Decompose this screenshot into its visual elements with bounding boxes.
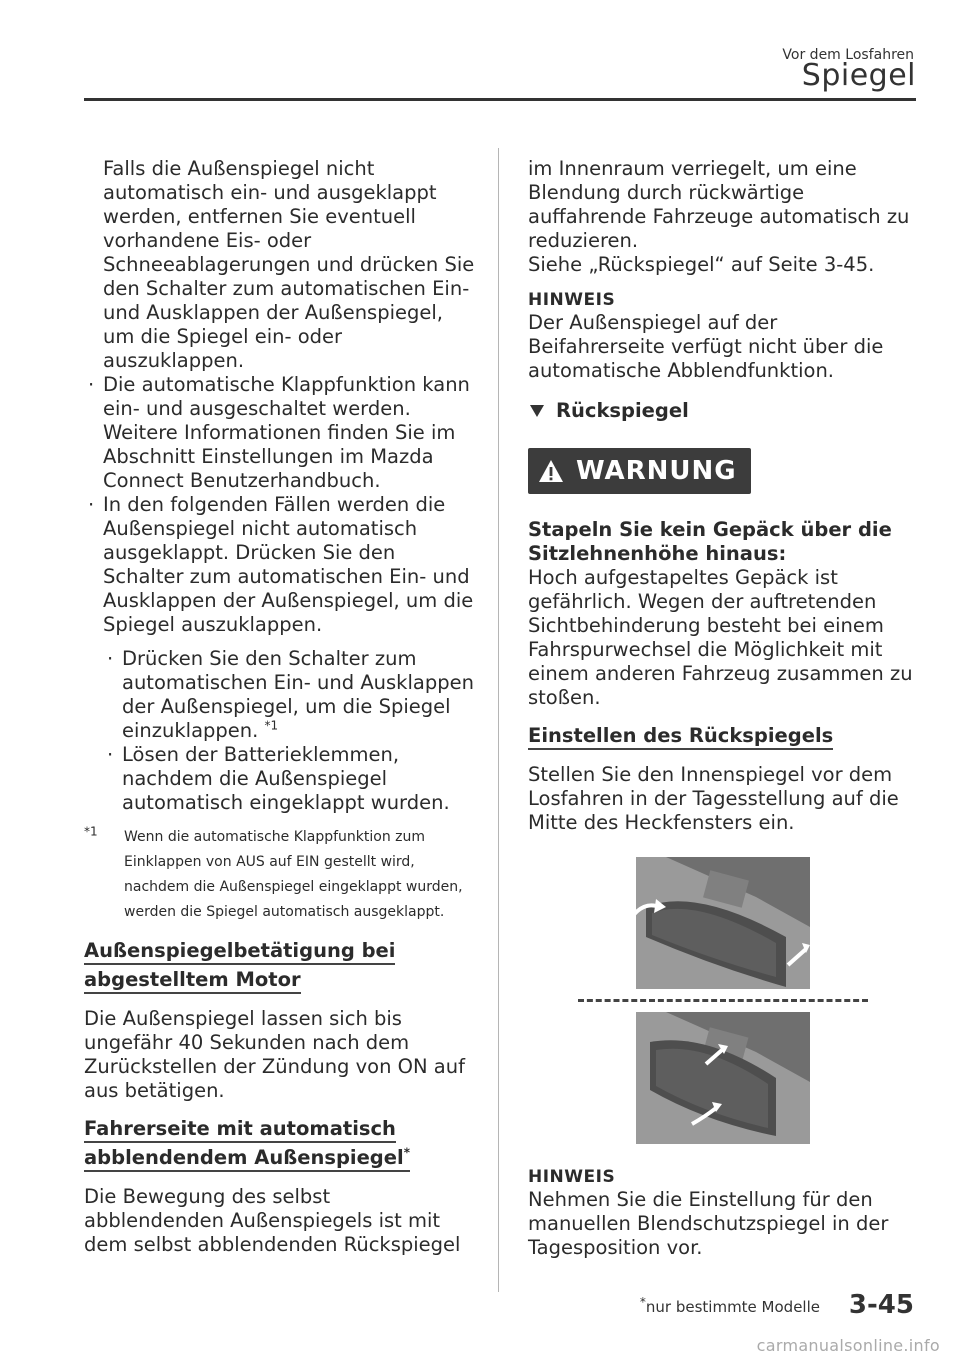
heading-line: Einstellen des Rückspiegels [528,724,833,750]
bullet-dot: · [88,373,95,396]
heading-line: abblendendem Außenspiegel* [84,1146,410,1172]
column-divider [498,148,499,1292]
bullet-item [84,493,476,637]
sub-bullet-text: Lösen der Batterieklemmen, nachdem die Außenspiegel automatisch eingeklappt wurden. [122,743,450,814]
sub-bullet-item [103,743,476,815]
header-rule [84,98,916,101]
note-title: HINWEIS [528,1167,616,1187]
warning-triangle-icon [538,459,564,483]
footnote [84,825,476,925]
sub-bullet-text: Drücken Sie den Schalter zum automatischen Ein- und Ausklappen der Außenspiegel, um die Spiegel einzuklappen. [122,647,474,742]
footnote-reference: *1 [264,718,279,733]
page-number: 3-45 [848,1290,914,1320]
warning-badge [528,448,751,494]
page-title: Spiegel [801,58,916,93]
model-mark: * [639,1295,646,1309]
mirror-illustration [636,857,810,1144]
right-column [528,157,916,1272]
mirror-top-drawing [636,857,810,989]
footnote-mark: *1 [84,824,98,839]
bullet-item [84,373,476,493]
note-text: Nehmen Sie die Einstellung für den manuellen Blendschutzspiegel in der Tagesposition vor. [528,1188,889,1259]
note-text: Der Außenspiegel auf der Beifahrerseite verfügt nicht über die automatische Abblendfunktion. [528,311,884,382]
left-paragraph-1: Falls die Außenspiegel nicht automatisch ein- und ausgeklappt werden, entfernen Sie eventuell vorhandene Eis- oder Schneeablagerungen und drücken Sie den Schalter zum automatischen Ein- und Ausklappen der Außenspiegel, um die Spiegel ein- oder auszuklappen. [103,157,475,372]
model-footnote: *nur bestimmte Modelle [639,1295,820,1316]
bullet-dot: · [88,493,95,516]
figure-divider [578,999,868,1002]
subsection-title: Rückspiegel [556,399,689,422]
right-paragraph-2: Stellen Sie den Innenspiegel vor dem Losfahren in der Tagesstellung auf die Mitte des Heckfensters ein. [528,763,899,834]
right-paragraph-1: im Innenraum verriegelt, um eine Blendung durch rückwärtige auffahrende Fahrzeuge automatisch zu reduzieren. [528,157,910,252]
footnote-text: Wenn die automatische Klappfunktion zum Einklappen von AUS auf EIN gestellt wird, nachdem die Außenspiegel eingeklappt wurden, werden die Spiegel automatisch ausgeklappt. [124,829,463,920]
heading-line: Fahrerseite mit automatisch [84,1117,396,1143]
warning-headline: Stapeln Sie kein Gepäck über die Sitzlehnenhöhe hinaus: [528,518,892,565]
mirror-figure-bottom [636,1012,810,1144]
model-mark: * [403,1145,410,1160]
watermark: carmanualsonline.info [756,1336,940,1355]
bullet-dot: · [107,743,114,766]
warning-text: Hoch aufgestapeltes Gepäck ist gefährlich. Wegen der auftretenden Sichtbehinderung besteht bei einem Fahrspurwechsel die Möglichkeit mit einem anderen Fahrzeug zusammen zu stoßen. [528,566,913,709]
warning-label: WARNUNG [576,456,737,486]
mirror-figure-top [636,857,810,989]
left-paragraph-2: Die Außenspiegel lassen sich bis ungefähr 40 Sekunden nach dem Zurückstellen der Zündung von ON auf aus betätigen. [84,1007,465,1102]
note-title: HINWEIS [528,290,616,310]
sub-bullet-list [84,647,476,815]
subsection-heading [528,399,916,422]
header-section: Vor dem Losfahren [782,47,914,63]
heading-line: abgestelltem Motor [84,968,301,994]
heading-line: Außenspiegelbetätigung bei [84,939,395,965]
sub-bullet-item [103,647,476,743]
left-paragraph-3: Die Bewegung des selbst abblendenden Außenspiegels ist mit dem selbst abblendenden Rückspiegel [84,1185,461,1256]
mirror-bottom-drawing [636,1012,810,1144]
section-heading-adjust [528,722,916,749]
bullet-text: In den folgenden Fällen werden die Außenspiegel nicht automatisch ausgeklappt. Drücken Sie den Schalter zum automatischen Ein- und Ausklappen der Außenspiegel, um die Spiegel auszuklappen. [103,493,474,636]
section-heading-engine-off [84,937,476,993]
section-heading-auto-dimming [84,1115,476,1171]
cross-reference: Siehe „Rückspiegel“ auf Seite 3-45. [528,253,875,276]
triangle-down-icon [530,405,544,417]
bullet-text: Die automatische Klappfunktion kann ein- und ausgeschaltet werden. Weitere Informationen finden Sie im Abschnitt Einstellungen im Mazda Connect Benutzerhandbuch. [103,373,470,492]
bullet-dot: · [107,647,114,670]
left-column [84,157,476,1269]
